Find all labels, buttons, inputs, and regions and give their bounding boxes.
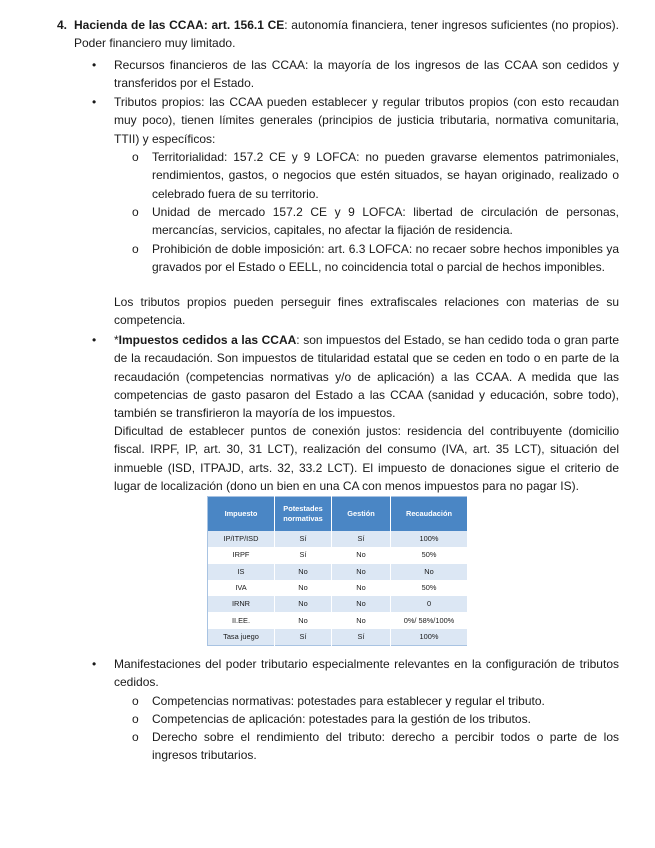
cell: IP/ITP/ISD [208,531,275,547]
section-title: Hacienda de las CCAA: art. 156.1 CE [74,18,285,32]
sub-item-text: Competencias de aplicación: potestades para la gestión de los tributos. [152,712,531,726]
cell: Sí [332,531,391,547]
cell: No [275,596,332,612]
cell: Tasa juego [208,629,275,646]
tax-table [207,496,468,646]
col-header-potestades: Potestades normativas [275,497,332,532]
table-row [208,612,468,628]
sub-item-text: Territorialidad: 157.2 CE y 9 LOFCA: no pueden gravarse elementos patrimoniales, rendimientos, gastos, o negocios que estén situados, se hayan originado, realizado o celebrado fuera de su territorio. [152,150,619,201]
sub-item-aplicacion [132,710,619,728]
cell: 50% [391,547,468,563]
table-row [208,531,468,547]
section-number: 4. [57,18,68,32]
cell: IRNR [208,596,275,612]
bullet-recursos [92,56,619,93]
col-header-recaudacion: Recaudación [391,497,468,532]
table-row [208,629,468,646]
cell: II.EE. [208,612,275,628]
cell: No [332,612,391,628]
cell: No [275,580,332,596]
sub-item-unidad-mercado [132,203,619,240]
sub-item-territorialidad [132,148,619,203]
paragraph-text: Dificultad de establecer puntos de conexión justos: residencia del contribuyente (domicilio fiscal. IRPF, IP, art. 30, 31 LCT), realización del consumo (IVA, art. 35 LCT), situación del inmueble (ISD, ITPAJD, arts. 32, 33.2 LCT). El impuesto de donaciones sigue el criterio de lugar de localización (dono un bien en una CA con menos impuestos para no pagar IS). [114,424,619,493]
section-heading [57,16,619,53]
sub-marker: o [132,730,139,744]
bullet-tributos-propios [92,93,619,148]
cell: Sí [275,531,332,547]
bullet-marker: • [92,95,97,109]
cell: Sí [275,629,332,646]
sub-marker: o [132,712,139,726]
col-header-gestion: Gestión [332,497,391,532]
cell: IS [208,564,275,580]
section-4 [57,16,619,53]
cell: No [275,612,332,628]
cedidos-title: Impuestos cedidos a las CCAA [118,333,297,347]
sub-marker: o [132,150,139,164]
tax-table-grid [207,496,468,646]
bullet-marker: • [92,657,97,671]
sub-marker: o [132,242,139,256]
bullet-impuestos-cedidos [92,331,619,422]
table-row [208,564,468,580]
cell: 50% [391,580,468,596]
sub-marker: o [132,694,139,708]
bullet-text: Tributos propios: las CCAA pueden establecer y regular tributos propios (con esto recaudan muy poco), tienen límites generales (principios de justicia tributaria, normativa comunitaria, TTII) y específicos: [114,95,619,146]
cell: 100% [391,629,468,646]
section-intro: : autonomía financiera, tener ingresos suficientes (no propios). Poder financiero muy limitado. [74,18,619,51]
bullet-text [114,331,619,422]
cell: No [332,580,391,596]
cell: No [332,596,391,612]
table-header-row [208,497,468,532]
sub-item-text: Unidad de mercado 157.2 CE y 9 LOFCA: libertad de circulación de personas, mercancías, servicios, capitales, no afectar la fijación de residencia. [152,205,619,238]
bullet-text: Manifestaciones del poder tributario especialmente relevantes en la configuración de tributos cedidos. [114,657,619,690]
cell: No [332,564,391,580]
paragraph-extrafiscal [114,293,619,330]
cell: No [275,564,332,580]
cedidos-text: : son impuestos del Estado, se han cedido toda o gran parte de la recaudación. Son impuestos de titularidad estatal que se ceden en todo o en parte de la recaudación (competencias normativas y/o de aplicación) a las CCAA. A medida que las competencias de gasto pasaron del Estado a las CCAA (sanidad y educación, sobre todo), también se transfirieron la mayoría de los impuestos. [114,333,619,421]
cell: IRPF [208,547,275,563]
table-row [208,547,468,563]
sub-item-normativas [132,692,619,710]
cell: 100% [391,531,468,547]
cell: No [332,547,391,563]
table-row [208,596,468,612]
bullet-marker: • [92,58,97,72]
cell: 0 [391,596,468,612]
cell: 0%/ 58%/100% [391,612,468,628]
col-header-impuesto: Impuesto [208,497,275,532]
sub-item-text: Competencias normativas: potestades para establecer y regular el tributo. [152,694,545,708]
sub-item-rendimiento [132,728,619,765]
cell: Sí [332,629,391,646]
paragraph-text: Los tributos propios pueden perseguir fines extrafiscales relaciones con materias de su competencia. [114,295,619,328]
table-row [208,580,468,596]
bullet-text: Recursos financieros de las CCAA: la mayoría de los ingresos de las CCAA son cedidos y transferidos por el Estado. [114,58,619,91]
sub-item-doble-imposicion [132,240,619,277]
cell: IVA [208,580,275,596]
bullet-marker: • [92,333,97,347]
paragraph-dificultad [114,422,619,495]
sub-marker: o [132,205,139,219]
sub-item-text: Prohibición de doble imposición: art. 6.3 LOFCA: no recaer sobre hechos imponibles ya gravados por el Estado o EELL, no coincidencia total o parcial de hechos imponibles. [152,242,619,275]
sub-item-text: Derecho sobre el rendimiento del tributo: derecho a percibir todos o parte de los ingresos tributarios. [152,730,619,763]
asterisk: * [114,333,119,347]
cell: Sí [275,547,332,563]
bullet-manifestaciones [92,655,619,692]
cell: No [391,564,468,580]
